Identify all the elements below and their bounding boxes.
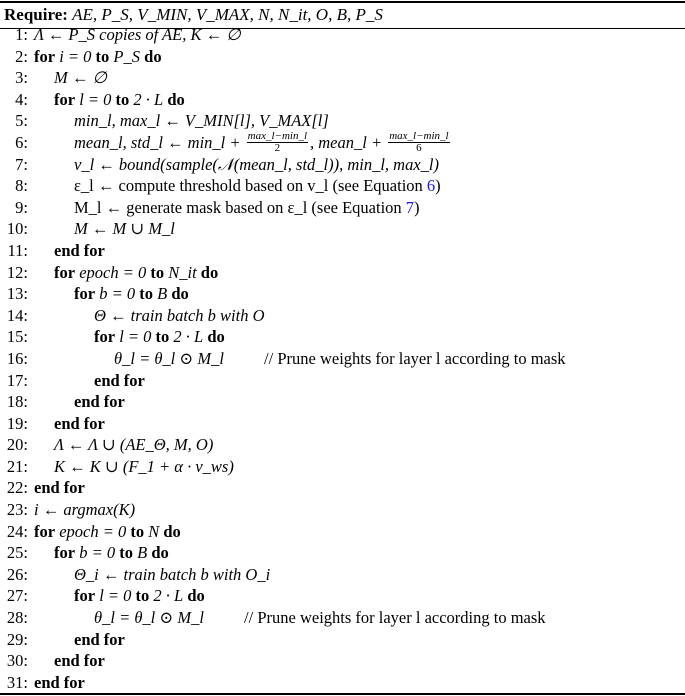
keyword-end-for: end for	[94, 370, 145, 390]
line-number: 4:	[15, 89, 28, 109]
algo-line-10	[0, 218, 685, 240]
line-text: v_l ← bound(sample(𝒩(mean_l, std_l)), min_l, max_l)	[74, 154, 439, 174]
line-text: Θ_i ← train batch b with O_i	[74, 564, 271, 584]
algo-line-24	[0, 521, 685, 543]
line-number: 2:	[15, 46, 28, 66]
algo-line-26	[0, 564, 685, 586]
line-text: ε_l ← compute threshold based on v_l (see Equation	[74, 176, 423, 196]
line-text: θ_l = θ_l ⊙ M_l	[94, 608, 204, 628]
keyword-end-for: end for	[54, 240, 105, 260]
line-number: 5:	[15, 111, 28, 131]
equation-ref-link[interactable]: 6	[426, 176, 436, 196]
keyword-end-for: end for	[34, 672, 85, 692]
keyword-do: do	[163, 521, 181, 541]
algo-line-31	[0, 672, 685, 694]
line-number: 29:	[6, 629, 28, 649]
line-number: 27:	[6, 586, 28, 606]
line-comment: // Prune weights for layer l according to mask	[264, 348, 566, 368]
line-text: )	[414, 197, 420, 217]
line-comment: // Prune weights for layer l according to mask	[244, 608, 546, 628]
line-number: 23:	[6, 500, 28, 520]
keyword-for: for	[54, 89, 76, 109]
line-number: 28:	[6, 608, 28, 628]
algo-line-4	[0, 89, 685, 111]
keyword-for: for	[74, 586, 96, 606]
algo-line-17	[0, 370, 685, 392]
fraction-numerator: max_l−min_l	[389, 129, 449, 142]
algo-line-28	[0, 607, 685, 629]
algo-line-21	[0, 456, 685, 478]
line-text: , mean_l +	[310, 132, 383, 152]
algo-line-18	[0, 391, 685, 413]
line-number: 24:	[6, 521, 28, 541]
line-text: B	[137, 543, 148, 563]
fraction-half-range	[247, 131, 308, 154]
line-text: K ← K ∪ (F_1 + α · v_ws)	[54, 456, 234, 476]
keyword-to: to	[150, 262, 165, 282]
keyword-for: for	[54, 262, 76, 282]
fraction-denominator: 2	[274, 141, 281, 154]
keyword-to: to	[95, 46, 110, 66]
line-number: 30:	[6, 651, 28, 671]
line-text: l = 0	[99, 586, 132, 606]
require-line	[4, 5, 383, 25]
top-rule	[0, 1, 685, 3]
algo-line-8	[0, 175, 685, 197]
line-text: θ_l = θ_l ⊙ M_l	[114, 348, 224, 368]
algo-line-14	[0, 305, 685, 327]
algo-line-13	[0, 283, 685, 305]
line-number: 7:	[15, 154, 28, 174]
algorithm-body	[0, 24, 685, 693]
keyword-for: for	[34, 521, 56, 541]
keyword-do: do	[144, 46, 162, 66]
line-number: 31:	[6, 672, 28, 692]
line-text: N	[148, 521, 160, 541]
algo-line-15	[0, 326, 685, 348]
line-text: mean_l, std_l ← min_l +	[74, 132, 241, 152]
line-number: 21:	[6, 456, 28, 476]
algo-line-22	[0, 477, 685, 499]
keyword-do: do	[207, 327, 225, 347]
keyword-to: to	[139, 284, 153, 304]
line-text: epoch = 0	[59, 521, 127, 541]
keyword-do: do	[167, 89, 185, 109]
line-number: 26:	[6, 564, 28, 584]
keyword-for: for	[34, 46, 56, 66]
keyword-end-for: end for	[74, 629, 125, 649]
line-text: min_l, max_l ← V_MIN[l], V_MAX[l]	[74, 111, 329, 131]
algo-line-7	[0, 154, 685, 176]
require-args: AE, P_S, V_MIN, V_MAX, N, N_it, O, B, P_S	[72, 5, 383, 24]
line-text: M_l ← generate mask based on ε_l (see Equation	[74, 197, 402, 217]
algo-line-9	[0, 197, 685, 219]
keyword-for: for	[54, 543, 76, 563]
fraction-numerator: max_l−min_l	[247, 129, 308, 142]
line-text: M ← M ∪ M_l	[74, 219, 175, 239]
algo-line-2	[0, 46, 685, 68]
line-text: )	[435, 176, 441, 196]
line-number: 11:	[7, 240, 28, 260]
algo-line-12	[0, 262, 685, 284]
line-text: 2 · L	[153, 586, 184, 606]
keyword-end-for: end for	[54, 651, 105, 671]
line-text: M ← ∅	[54, 68, 107, 88]
line-text: i = 0	[59, 46, 92, 66]
line-number: 14:	[6, 305, 28, 325]
line-number: 8:	[15, 176, 28, 196]
algo-line-30	[0, 650, 685, 672]
keyword-to: to	[119, 543, 133, 563]
line-number: 19:	[6, 413, 28, 433]
line-text: 2 · L	[133, 89, 164, 109]
line-number: 12:	[6, 262, 28, 282]
line-number: 25:	[6, 543, 28, 563]
line-number: 3:	[15, 68, 28, 88]
algo-line-3	[0, 67, 685, 89]
line-text: P_S	[113, 46, 141, 66]
line-text: N_it	[168, 262, 197, 282]
algo-line-20	[0, 434, 685, 456]
algo-line-16	[0, 348, 685, 370]
algo-line-27	[0, 585, 685, 607]
line-text: b = 0	[99, 284, 136, 304]
line-text: l = 0	[119, 327, 152, 347]
keyword-to: to	[135, 586, 150, 606]
keyword-end-for: end for	[74, 392, 125, 412]
line-number: 6:	[15, 132, 28, 152]
fraction-sixth-range	[388, 131, 449, 154]
line-number: 1:	[15, 25, 28, 44]
line-text: 2 · L	[173, 327, 204, 347]
line-number: 13:	[6, 284, 28, 304]
algo-line-5	[0, 110, 685, 132]
keyword-do: do	[171, 284, 189, 304]
require-keyword: Require:	[4, 5, 68, 24]
keyword-to: to	[115, 89, 130, 109]
algo-line-29	[0, 629, 685, 651]
line-text: b = 0	[79, 543, 116, 563]
algo-line-1	[0, 24, 685, 46]
algo-line-23	[0, 499, 685, 521]
algo-line-11	[0, 240, 685, 262]
line-number: 20:	[6, 435, 28, 455]
line-text: i ← argmax(K)	[34, 500, 136, 520]
bottom-rule	[0, 693, 685, 695]
equation-ref-link[interactable]: 7	[405, 197, 415, 217]
keyword-do: do	[187, 586, 205, 606]
keyword-end-for: end for	[54, 413, 105, 433]
line-number: 16:	[6, 348, 28, 368]
line-text: B	[157, 284, 168, 304]
keyword-do: do	[151, 543, 169, 563]
line-text: l = 0	[79, 89, 112, 109]
keyword-to: to	[155, 327, 170, 347]
line-text: epoch = 0	[79, 262, 147, 282]
algo-line-25	[0, 542, 685, 564]
algo-line-19	[0, 413, 685, 435]
keyword-end-for: end for	[34, 478, 85, 498]
line-number: 22:	[6, 478, 28, 498]
line-text: Λ ← Λ ∪ (AE_Θ, M, O)	[54, 435, 214, 455]
line-number: 10:	[6, 219, 28, 239]
line-number: 15:	[6, 327, 28, 347]
line-number: 17:	[6, 370, 28, 390]
line-number: 9:	[15, 197, 28, 217]
fraction-denominator: 6	[416, 141, 422, 154]
keyword-do: do	[200, 262, 219, 282]
keyword-for: for	[74, 284, 96, 304]
keyword-for: for	[94, 327, 116, 347]
line-text: Λ ← P_S copies of AE, K ← ∅	[34, 25, 241, 44]
line-number: 18:	[6, 392, 28, 412]
algo-line-6	[0, 129, 685, 154]
keyword-to: to	[130, 521, 145, 541]
line-text: Θ ← train batch b with O	[94, 305, 265, 325]
